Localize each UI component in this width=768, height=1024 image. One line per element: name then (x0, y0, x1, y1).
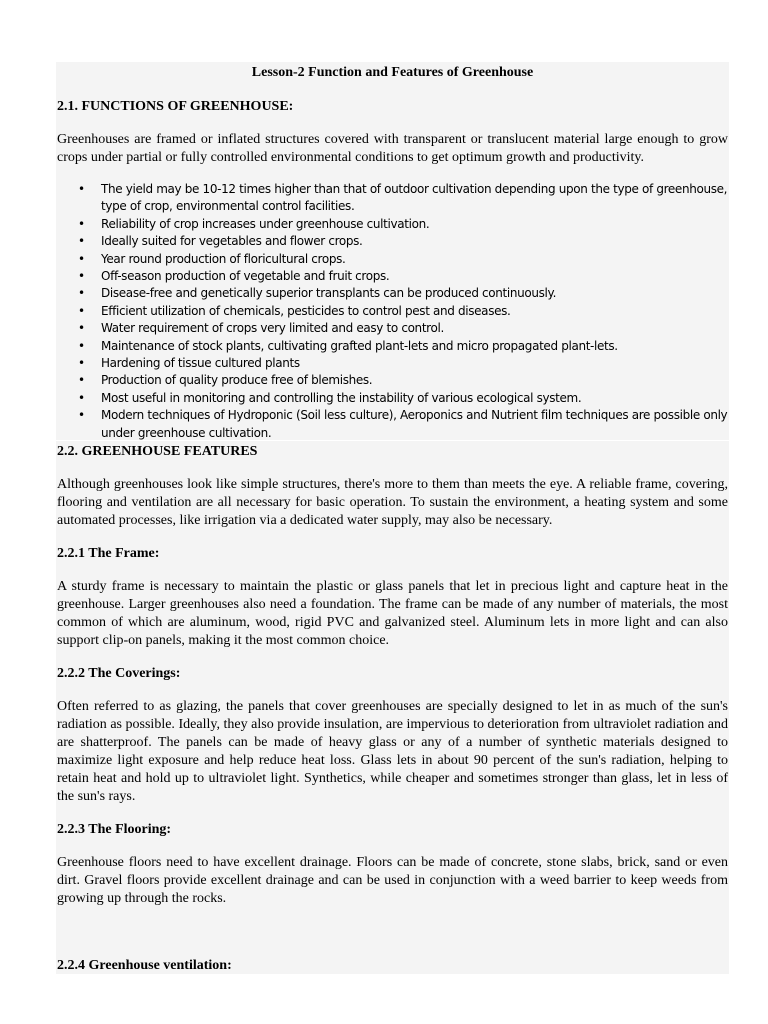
bullet-text: Ideally suited for vegetables and flower crops. (101, 234, 363, 249)
bullet-icon: • (78, 408, 85, 423)
list-item (57, 303, 728, 320)
bullet-icon: • (78, 251, 85, 266)
list-item (57, 372, 728, 389)
list-item (57, 390, 728, 407)
bullet-text: Modern techniques of Hydroponic (Soil less culture), Aeroponics and Nutrient film techniques are possible only under greenhouse cultivation. (101, 408, 728, 440)
list-item (57, 285, 728, 302)
functions-bullet-list (57, 181, 728, 442)
frame-heading: 2.2.1 The Frame: (57, 546, 160, 562)
bullet-icon: • (78, 269, 85, 284)
list-item (57, 268, 728, 285)
frame-text: A sturdy frame is necessary to maintain the plastic or glass panels that let in precious light and capture heat in the greenhouse. Larger greenhouses also need a foundation. The frame can be made of any number of materials, the most common of which are aluminum, wood, rigid PVC and galvanized steel. Aluminum lets in more light and can also support clip-on panels, making it the most common choice. (57, 579, 728, 649)
coverings-heading: 2.2.2 The Coverings: (57, 666, 181, 682)
functions-heading: 2.1. FUNCTIONS OF GREENHOUSE: (57, 99, 294, 114)
bullet-icon: • (78, 182, 85, 196)
flooring-text: Greenhouse floors need to have excellent drainage. Floors can be made of concrete, stone slabs, brick, sand or even dirt. Gravel floors provide excellent drainage and can be used in conjunction with a weed barrier to keep weeds from growing up through the rocks. (57, 855, 728, 907)
document-title: Lesson-2 Function and Features of Greenhouse (251, 65, 534, 80)
list-item (57, 338, 728, 355)
list-item (57, 407, 728, 442)
bullet-text: Off-season production of vegetable and fruit crops. (101, 269, 390, 284)
list-item (57, 320, 728, 337)
bullet-text: The yield may be 10-12 times higher than that of outdoor cultivation depending upon the type of greenhouse, type of crop, environmental control facilities. (101, 182, 728, 214)
ventilation-heading: 2.2.4 Greenhouse ventilation: (57, 958, 232, 974)
bullet-icon: • (78, 373, 85, 388)
document-content (57, 62, 728, 975)
features-intro: Although greenhouses look like simple structures, there's more to them than meets the eye. A reliable frame, covering, flooring and ventilation are all necessary for basic operation. To sustain the environment, a heating system and some automated processes, like irrigation via a dedicated water supply, may also be necessary. (57, 477, 728, 529)
list-item (57, 181, 728, 216)
bullet-text: Efficient utilization of chemicals, pesticides to control pest and diseases. (101, 303, 511, 318)
bullet-icon: • (78, 303, 85, 318)
list-item (57, 216, 728, 233)
bullet-icon: • (78, 286, 85, 301)
bullet-icon: • (78, 234, 85, 249)
bullet-icon: • (78, 338, 85, 353)
coverings-text: Often referred to as glazing, the panels that cover greenhouses are specially designed to let in as much of the sun's radiation as possible. Ideally, they also provide insulation, are impervious to deterioration from ultraviolet radiation and are shatterproof. The panels can be made of heavy glass or any of a number of synthetic materials designed to maximize light exposure and help reduce heat loss. Glass lets in about 90 percent of the sun's radiation, helping to retain heat and hold up to ultraviolet light. Synthetics, while cheaper and sometimes stronger than glass, let in less of the sun's rays. (57, 699, 728, 805)
bullet-text: Disease-free and genetically superior transplants can be produced continuously. (101, 286, 557, 301)
features-heading: 2.2. GREENHOUSE FEATURES (57, 444, 258, 460)
bullet-text: Hardening of tissue cultured plants (101, 356, 300, 371)
bullet-text: Production of quality produce free of blemishes. (101, 373, 373, 388)
bullet-icon: • (78, 356, 85, 371)
list-item (57, 355, 728, 372)
bullet-text: Reliability of crop increases under greenhouse cultivation. (101, 216, 430, 231)
bullet-icon: • (78, 216, 85, 231)
bullet-icon: • (78, 390, 85, 405)
functions-intro: Greenhouses are framed or inflated structures covered with transparent or translucent material large enough to grow crops under partial or fully controlled environmental conditions to get optimum growth and productivity. (57, 132, 728, 165)
bullet-icon: • (78, 321, 85, 336)
bullet-text: Most useful in monitoring and controlling the instability of various ecological system. (101, 390, 582, 405)
bullet-text: Maintenance of stock plants, cultivating grafted plant-lets and micro propagated plant-lets. (101, 338, 618, 353)
list-item (57, 251, 728, 268)
bullet-text: Year round production of floricultural crops. (101, 251, 346, 266)
bullet-text: Water requirement of crops very limited and easy to control. (101, 321, 444, 336)
flooring-heading: 2.2.3 The Flooring: (57, 822, 172, 838)
list-item (57, 233, 728, 250)
